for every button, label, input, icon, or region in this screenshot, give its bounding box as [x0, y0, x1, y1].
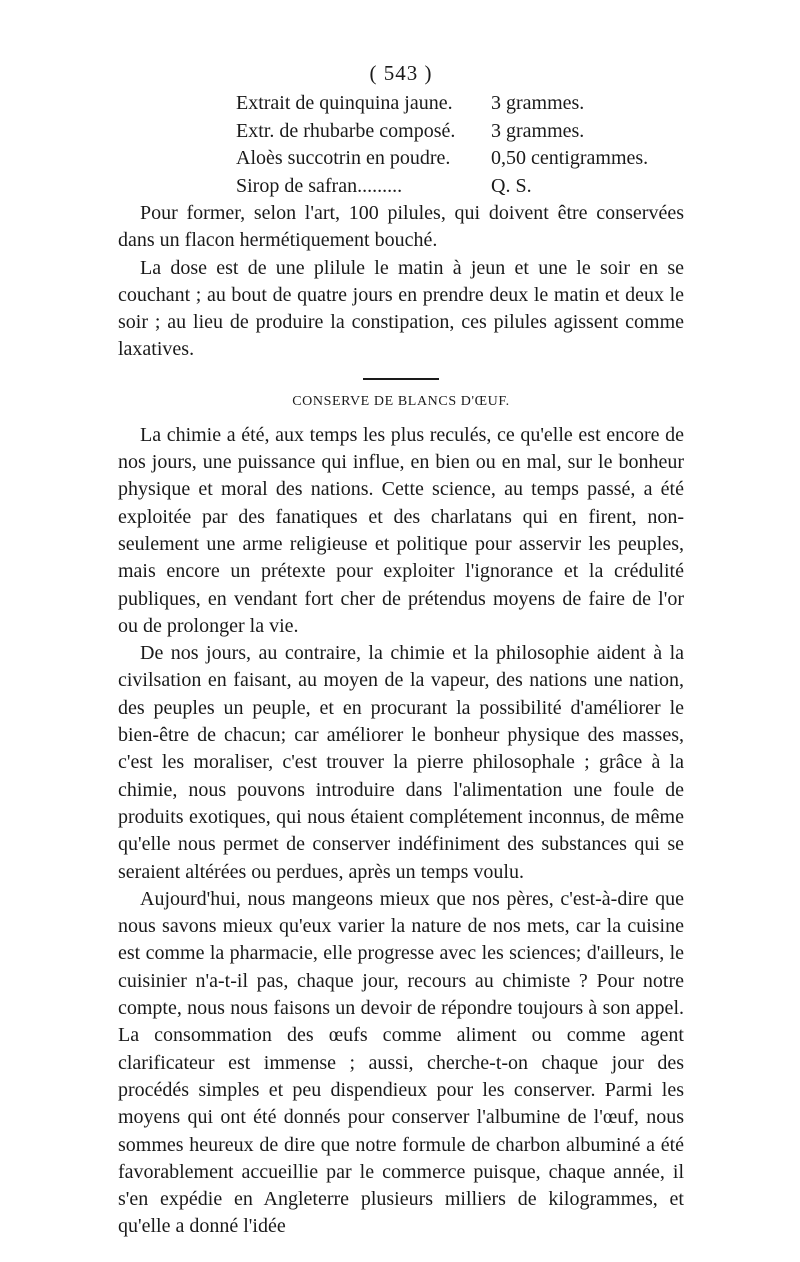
recipe-quantity: 0,50 centigrammes.: [491, 147, 649, 169]
recipe-ingredient: Sirop de safran.........: [236, 174, 403, 197]
recipe-ingredient: Extrait de quinquina jaune.: [236, 92, 453, 114]
paragraph-body: De nos jours, au contraire, la chimie et la philosophie aident à la civilsation en faisant, au moyen de la vapeur, des nations une nation, des peuples un peuple, et en procurant la possibilité d'améliorer le bien-être de chacun; car améliorer le bonheur physique des masses, c'est les moraliser, c'est trouver la pierre philosophale ; grâce à la chimie, nous pouvons introduire dans l'alimentation une foule de produits exotiques, qui nous étaient complétement inconnus, de même qu'elle nous permet de conserver indéfiniment des substances qui se seraient altérées ou perdues, après un temps voulu.: [118, 642, 684, 883]
recipe-ingredient: Aloès succotrin en poudre.: [236, 147, 451, 169]
recipe-row: [118, 145, 684, 173]
recipe-list: [118, 90, 684, 200]
recipe-row: [118, 173, 684, 201]
section-title: CONSERVE DE BLANCS D'ŒUF.: [292, 393, 510, 409]
paragraph-body: Aujourd'hui, nous mangeons mieux que nos pères, c'est-à-dire que nous savons mieux qu'eux varier la nature de nos mets, car la cuisine est comme la pharmacie, elle progresse avec les sciences; d'ailleurs, le cuisinier n'a-t-il pas, chaque jour, recours au chimiste ? Pour notre compte, nous nous faisons un devoir de répondre toujours à son appel. La consommation des œufs comme aliment ou comme agent clarificateur est immense ; aussi, cherche-t-on chaque jour des procédés simples et peu dispendieux pour les conserver. Parmi les moyens qui ont été donnés pour conserver l'albumine de l'œuf, nous sommes heureux de dire que notre formule de charbon albuminé a été favorablement accueillie par le commerce puisque, chaque année, il s'en expédie en Angleterre plusieurs milliers de kilogrammes, et qu'elle a donné l'idée: [118, 887, 684, 1238]
recipe-ingredient: Extr. de rhubarbe composé.: [236, 119, 456, 142]
paragraph-preparation: Pour former, selon l'art, 100 pilules, qui doivent être conservées dans un flacon hermétiquement bouché.: [118, 202, 684, 252]
paragraph-dosage: La dose est de une plilule le matin à jeun et une le soir en se couchant ; au bout de quatre jours en prendre deux le matin et deux le soir ; au lieu de produire la constipation, ces pilules agissent comme laxatives.: [118, 256, 684, 361]
page-number: ( 543 ): [369, 61, 433, 85]
recipe-quantity: 3 grammes.: [491, 92, 585, 114]
recipe-row: [118, 90, 684, 118]
paragraph-body: La chimie a été, aux temps les plus reculés, ce qu'elle est encore de nos jours, une puissance qui influe, en bien ou en mal, sur le bonheur physique et moral des nations. Cette science, au temps passé, a été exploitée par des fanatiques et des charlatans qui en firent, non-seulement une arme religieuse et politique pour asservir les peuples, mais encore un prétexte pour exploiter l'ignorance et la crédulité publiques, en vendant fort cher de prétendus moyens de faire de l'or ou de prolonger la vie.: [118, 423, 684, 637]
recipe-quantity: 3 grammes.: [491, 119, 585, 142]
recipe-quantity: Q. S.: [491, 174, 532, 197]
section-divider: [363, 378, 439, 380]
recipe-row: [118, 118, 684, 146]
book-page: [118, 58, 684, 1241]
